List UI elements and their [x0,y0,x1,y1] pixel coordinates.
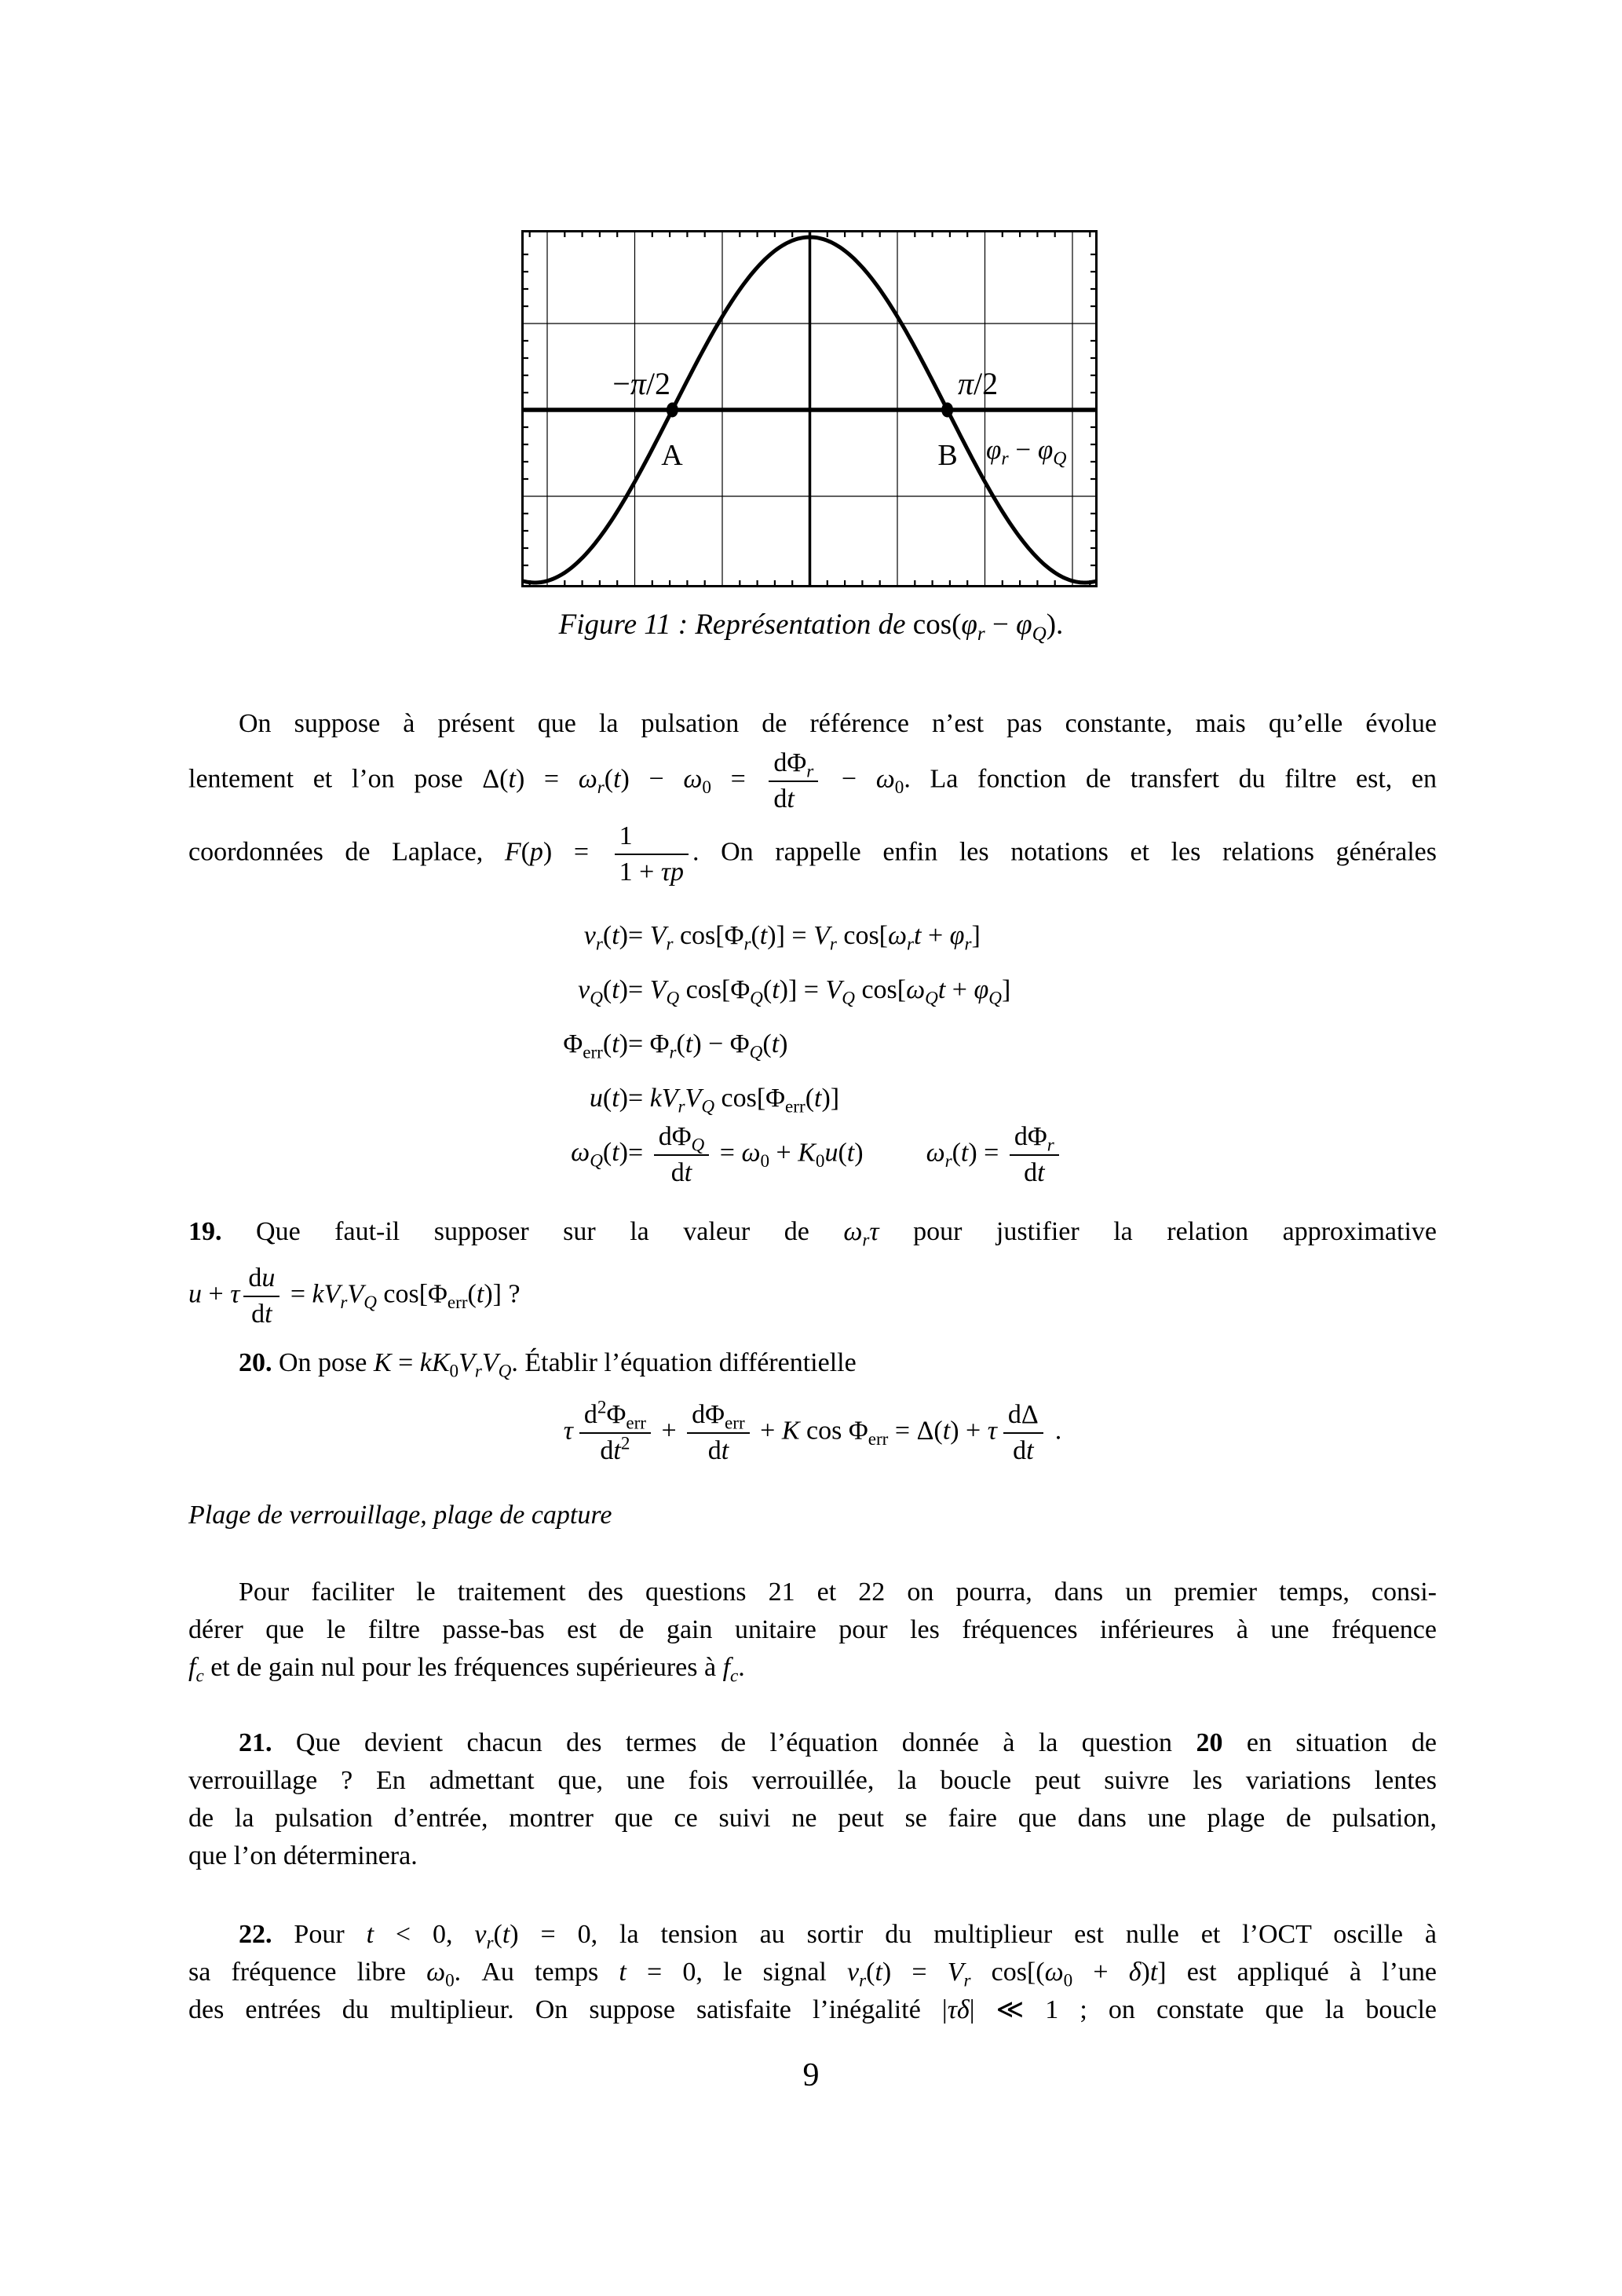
label-point-a: A [661,439,683,472]
equation-rhs: = $\frac{d\Phi_Q}{dt}$ = $\omega_0 + K_0u(t) \omega_r(t)$ = $\frac{d\Phi_r}{dt}$ [628,1121,1063,1188]
marked-point-b [941,403,953,418]
cosine-plot [521,230,1098,587]
equation-rhs: = $V_Q$ $\cos[\Phi_Q(t)] = V_Q$ $\cos[\omega_Qt + \varphi_Q]$ [628,975,1011,1009]
question-19-equation: u + τ $\frac{du}{dt}$ = $kV_rV_Q$ $\cos[\Phi_{err}(t)]$ ? [188,1263,521,1329]
differential-equation: τ $\frac{d^2\Phi_{err}}{dt^2}$ + $\frac{d\Phi_{err}}{dt}$ + K $\cos \Phi_{err} = \Delta(t) + \tau$ $\frac{d\Delta}{dt}$ . [563,1397,1062,1466]
marked-point-a [667,403,678,418]
paragraph-1-line-3: coordonnées de Laplace, F(p) = $\frac{1}{1 + \tau p}$ . On rappelle enfin les notations et les relations générales [188,821,1438,887]
question-20-line: 20. On pose $K = kK_0V_rV_Q$. Établir l’équation différentielle [239,1348,857,1382]
question-22-line-3: des entrées du multiplieur. On suppose satisfaite l’inégalité |τδ| ≪ 1 ; on constate que la boucle [188,1995,1437,2024]
label-point-b: B [937,439,958,472]
equation-rhs: = $\Phi_r(t) - \Phi_Q(t)$ [628,1029,788,1063]
paragraph-2-line-1: Pour faciliter le traitement des questions 21 et 22 on pourra, dans un premier temps, consi- [239,1578,1437,1607]
equation-rhs: = $V_r$ $\cos[\Phi_r(t)] = V_r$ $\cos[\omega_rt + \varphi_r]$ [628,921,981,955]
figure-caption: Figure 11 : Représentation de $\cos(\varphi_r - \varphi_Q)$. [558,609,1064,645]
paragraph-2-line-3: $f_c$ et de gain nul pour les fréquences supérieures à $f_c$. [188,1653,745,1687]
equation-rhs: = $kV_rV_Q$ $\cos[\Phi_{err}(t)]$ [628,1084,840,1117]
equation-lhs: $\omega_Q(t)$ [571,1138,628,1172]
page-number: 9 [802,2057,820,2093]
question-21-line-4: que l’on déterminera. [188,1841,418,1870]
equation-vr [188,917,1437,955]
question-22-line-1: 22. Pour t < 0, $v_r(t) = 0$, la tension au sortir du multiplieur est nulle et l’OCT oscille à [239,1920,1437,1954]
equation-lhs: $v_r(t)$ [583,921,628,955]
figure-11 [521,230,1098,587]
paragraph-1-line-2: lentement et l’on pose $\Delta(t) = \omega_r(t) - \omega_0$ = $\frac{d\Phi_r}{dt}$ − $\omega_0$. La fonction de transfert du filtre est, en [188,748,1438,814]
equation-omega [188,1121,1437,1188]
equation-u [188,1080,1437,1117]
question-21-line-3: de la pulsation d’entrée, montrer que ce suivi ne peut se faire que dans une plage de pulsation, [188,1804,1437,1833]
section-heading: Plage de verrouillage, plage de capture [188,1501,612,1530]
paragraph-2-line-2: dérer que le filtre passe-bas est de gain unitaire pour les fréquences inférieures à une fréquence [188,1615,1437,1644]
equation-lhs: $\Phi_{err}(t)$ [563,1029,628,1063]
label-pi-over-2: π/2 [958,366,999,401]
equation-vq [188,971,1437,1009]
equation-lhs: u(t) [589,1084,628,1113]
paragraph-1-line-1: On suppose à présent que la pulsation de référence n’est pas constante, mais qu’elle évolue [239,709,1437,738]
question-22-line-2: sa fréquence libre $\omega_0$. Au temps t = 0, le signal $v_r(t) = V_r$ $\cos[(\omega_0 + \delta)t]$ est appliqué à l’une [188,1958,1437,1991]
equation-phi-err [188,1026,1437,1063]
question-21-line-2: verrouillage ? En admettant que, une fois verrouillée, la boucle peut suivre les variations lentes [188,1766,1437,1795]
label-minus-pi-over-2: −π/2 [612,366,670,401]
question-21-line-1: 21. Que devient chacun des termes de l’équation donnée à la question 20 en situation de [239,1728,1437,1757]
question-19-line-1: 19. Que faut-il supposer sur la valeur de $\omega_r\tau$ pour justifier la relation approximative [188,1217,1437,1251]
x-axis-label: $\varphi_r - \varphi_Q$ [986,434,1067,470]
equation-lhs: $v_Q(t)$ [578,975,628,1009]
